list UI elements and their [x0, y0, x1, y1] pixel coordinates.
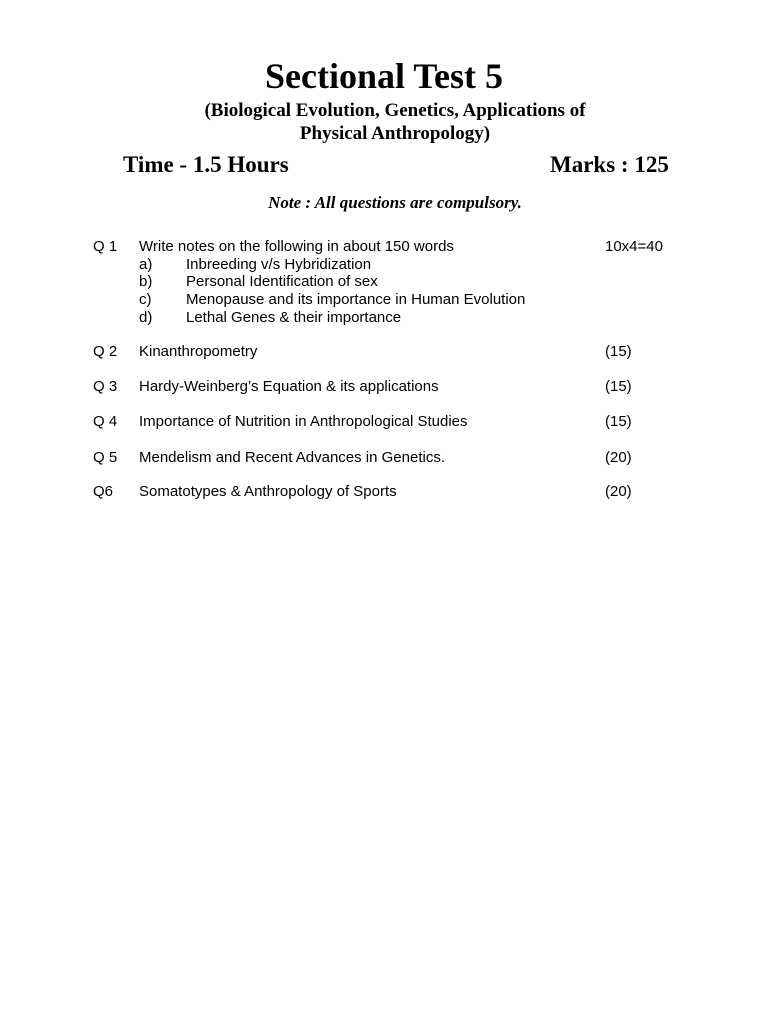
question-1-marks: 10x4=40	[605, 238, 663, 255]
subitem-d-label: d)	[139, 309, 153, 326]
subitem-c-text: Menopause and its importance in Human Evolution	[186, 291, 526, 308]
question-1-text: Write notes on the following in about 150 words	[139, 238, 454, 255]
instructions-note: Note : All questions are compulsory.	[268, 193, 522, 212]
subtitle-line-1: (Biological Evolution, Genetics, Applications of	[204, 100, 586, 121]
subitem-d-text: Lethal Genes & their importance	[186, 309, 402, 326]
question-6-marks: (20)	[605, 483, 632, 500]
question-5-number: Q 5	[93, 449, 118, 466]
question-3-number: Q 3	[93, 378, 118, 395]
subitem-a-text: Inbreeding v/s Hybridization	[186, 256, 372, 273]
question-2-number: Q 2	[93, 343, 118, 360]
question-5-marks: (20)	[605, 449, 632, 466]
question-3-text: Hardy-Weinberg’s Equation & its applications	[139, 378, 439, 395]
question-3-marks: (15)	[605, 378, 632, 395]
question-4-text: Importance of Nutrition in Anthropological Studies	[139, 413, 468, 430]
subitem-c-label: c)	[139, 291, 152, 308]
question-6-number: Q6	[93, 483, 114, 500]
page-title: Sectional Test 5	[264, 56, 504, 96]
question-6-text: Somatotypes & Anthropology of Sports	[139, 483, 397, 500]
question-4-number: Q 4	[93, 413, 118, 430]
marks-label: Marks : 125	[550, 152, 669, 177]
question-2-marks: (15)	[605, 343, 632, 360]
question-1-number: Q 1	[93, 238, 118, 255]
time-label: Time - 1.5 Hours	[123, 152, 289, 177]
question-4-marks: (15)	[605, 413, 632, 430]
question-5-text: Mendelism and Recent Advances in Genetics.	[139, 449, 445, 466]
subtitle-line-2: Physical Anthropology)	[299, 123, 491, 144]
question-2-text: Kinanthropometry	[139, 343, 258, 360]
subitem-b-label: b)	[139, 273, 153, 290]
subitem-b-text: Personal Identification of sex	[186, 273, 378, 290]
subitem-a-label: a)	[139, 256, 153, 273]
